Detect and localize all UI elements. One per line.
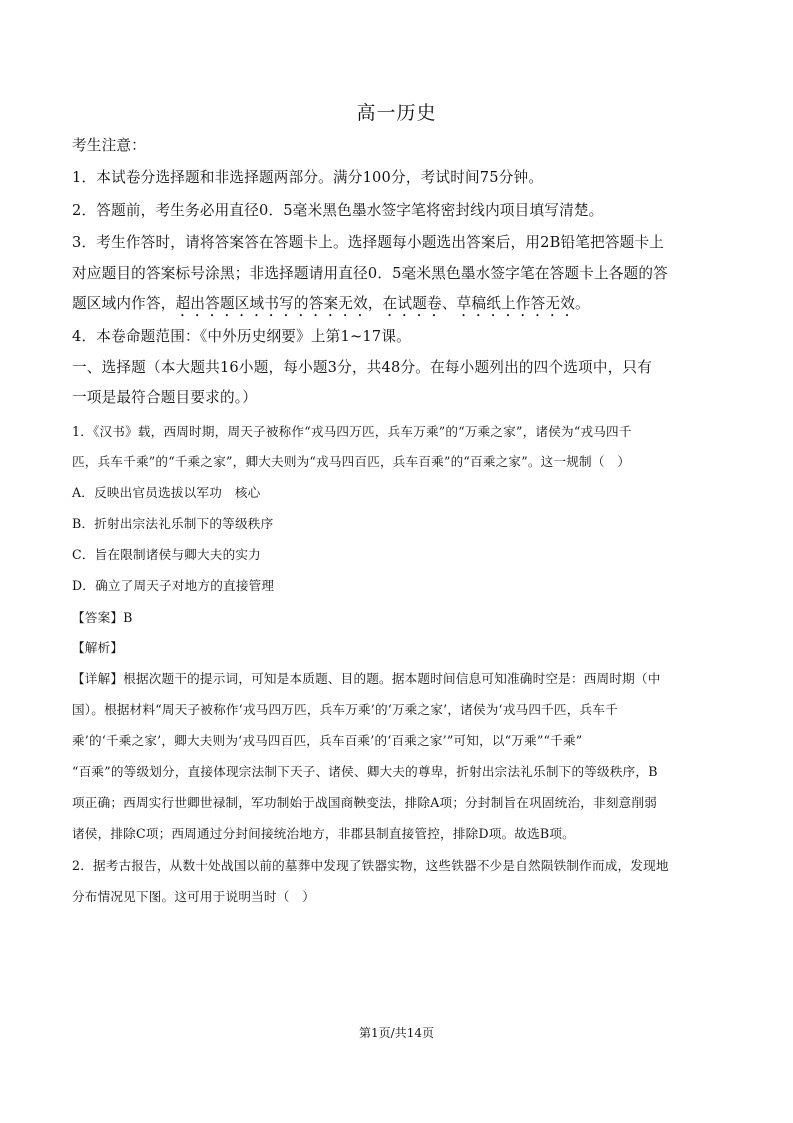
- q1-option-c: C．旨在限制诸侯与卿大夫的实力: [72, 547, 261, 562]
- q1-detail-line-2: 国）。根据材料“周天子被称作‘戎马四万匹，兵车万乘’的‘万乘之家’，诸侯为‘戎马四千匹，兵车千: [72, 702, 618, 717]
- notice-item-3-line-2: 对应题目的答案标号涂黑；非选择题请用直径0．5毫米黑色墨水签字笔在答题卡上各题的答: [72, 265, 668, 282]
- q1-detail-line-5: 项正确；西周实行世卿世禄制，军功制始于战国商鞅变法，排除A项；分封制旨在巩固统治，非刻意削弱: [72, 795, 658, 810]
- notice-item-3-line-3: [72, 292, 590, 320]
- notice-item-3-plain: 题区域内作答，: [72, 295, 176, 312]
- section-heading-line-1: 一、选择题（本大题共16小题，每小题3分，共48分。在每小题列出的四个选项中，只有: [72, 359, 653, 376]
- notice-item-3-line-1: 3．考生作答时，请将答案答在答题卡上。选择题每小题选出答案后，用2B铅笔把答题卡上: [72, 234, 665, 251]
- section-heading-line-2: 一项是最符合题目要求的。）: [72, 389, 258, 406]
- notice-item-1: 1．本试卷分选择题和非选择题两部分。满分100分，考试时间75分钟。: [72, 169, 544, 186]
- q1-detail-line-3: 乘’的‘千乘之家’，卿大夫则为‘戎马四百匹，兵车百乘’的‘百乘之家’”可知，以“万乘”“千乘”: [72, 733, 583, 748]
- notice-item-2: 2．答题前，考生务必用直径0．5毫米黑色墨水签字笔将密封线内项目填写清楚。: [72, 202, 604, 219]
- q2-stem-line-2: 分布情况见下图。这可用于说明当时（ ）: [72, 889, 316, 904]
- page-title: 高一历史: [356, 102, 437, 124]
- q1-analysis-label: 【解析】: [72, 640, 124, 655]
- q1-detail-line-6: 诸侯，排除C项；西周通过分封间接统治地方，非郡县制直接管控，排除D项。故选B项。: [72, 826, 575, 841]
- q2-stem-line-1: 2．据考古报告，从数十处战国以前的墓葬中发现了铁器实物，这些铁器不少是自然陨铁制作而成，发现地: [72, 858, 669, 873]
- notice-heading: 考生注意：: [72, 137, 146, 154]
- q1-option-d: D．确立了周天子对地方的直接管理: [72, 578, 275, 593]
- q1-option-b: B．折射出宗法礼乐制下的等级秩序: [72, 516, 274, 531]
- notice-item-4: 4．本卷命题范围：《中外历史纲要》上第1~17课。: [72, 328, 411, 345]
- q1-answer: 【答案】B: [72, 610, 133, 625]
- q1-detail-line-4: “百乘”的等级划分，直接体现宗法制下天子、诸侯、卿大夫的尊卑，折射出宗法礼乐制下的等级秩序，B: [72, 764, 658, 779]
- q1-detail-line-1: 【详解】根据次题干的提示词，可知是本质题、目的题。据本题时间信息可知准确时空是：西周时期（中: [72, 671, 661, 686]
- q1-option-a: A．反映出官员选拔以军功 核心: [72, 485, 261, 500]
- q1-stem-line-1: 1．《汉书》载，西周时期，周天子被称作“戎马四万匹，兵车万乘”的“万乘之家”，诸侯为“戎马四千: [72, 424, 632, 439]
- q1-stem-line-2: 匹，兵车千乘”的“千乘之家”，卿大夫则为“戎马四百匹，兵车百乘”的“百乘之家”。这一规制（ ）: [72, 454, 631, 469]
- page-footer: 第1页/共14页: [359, 1026, 434, 1040]
- notice-item-3-emphasis: 超出答题区域书写的答案无效，在试题卷、草稿纸上作答无效。: [175, 295, 590, 312]
